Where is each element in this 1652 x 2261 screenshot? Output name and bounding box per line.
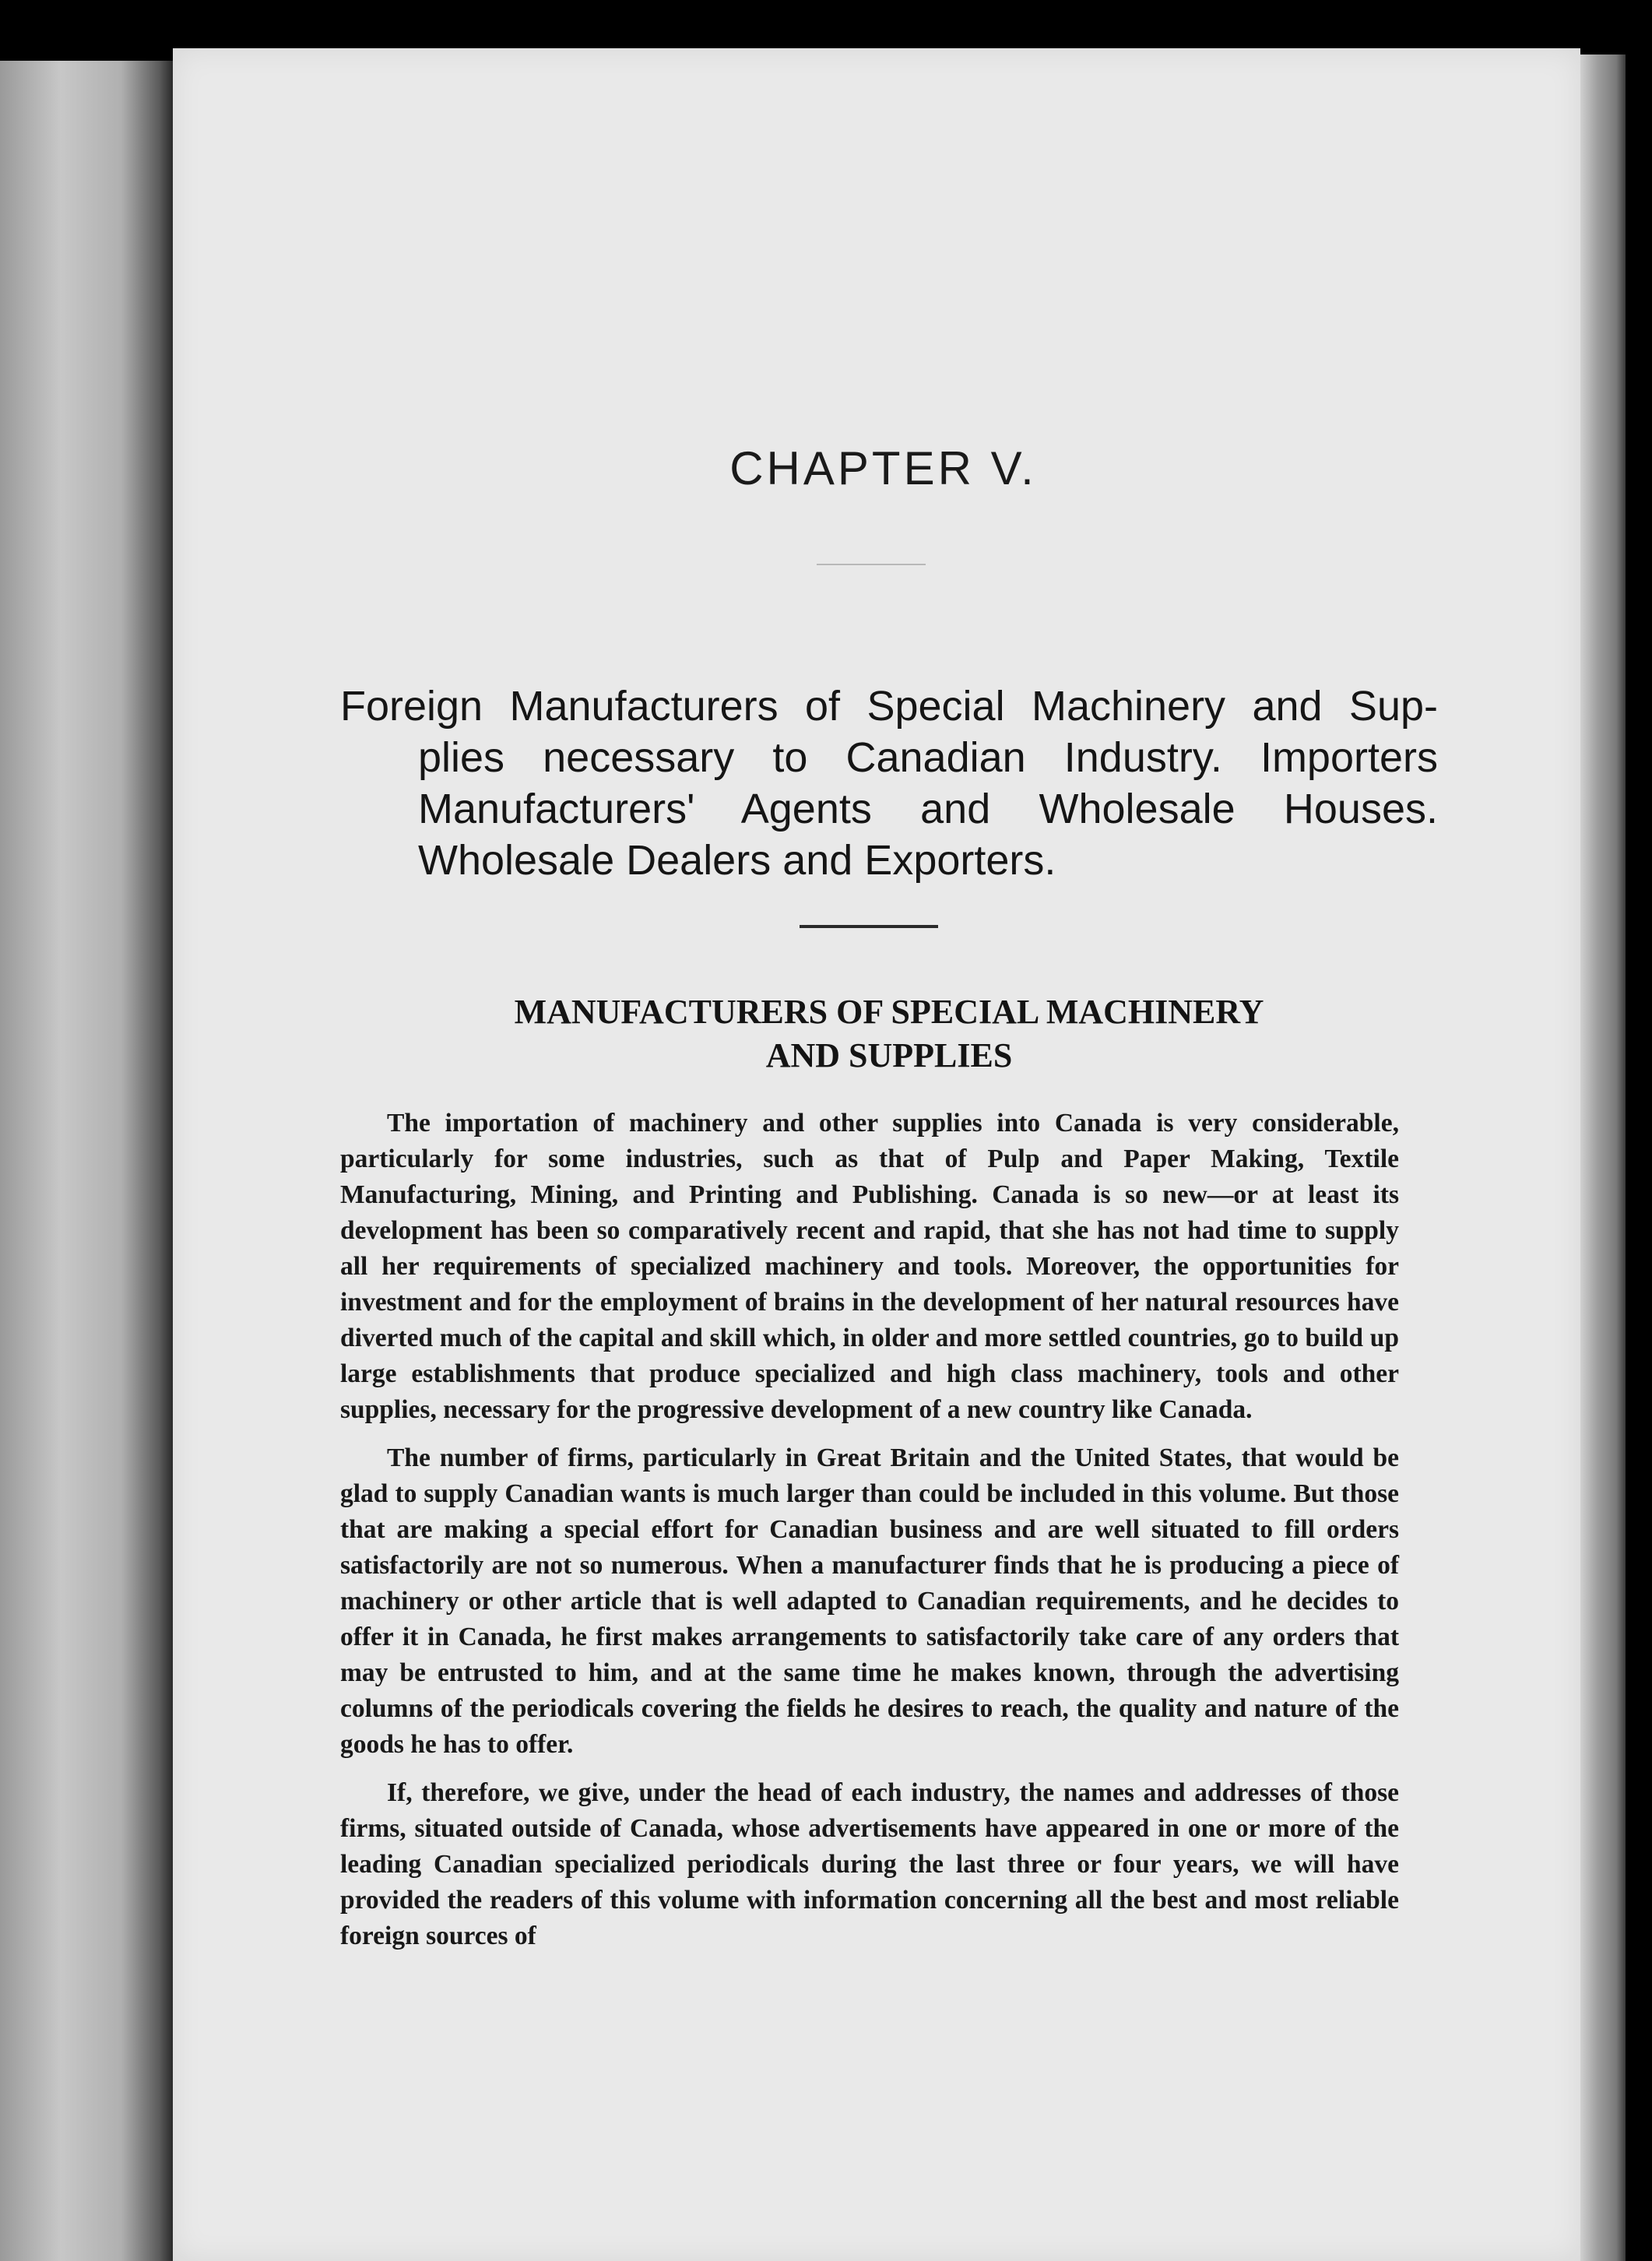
section-heading: [340, 990, 1438, 1078]
left-page-edge: [0, 61, 173, 2261]
right-page-edge: [1579, 55, 1626, 2261]
subtitle-line-4: Wholesale Dealers and Exporters.: [418, 837, 1056, 884]
section-heading-line-1: MANUFACTURERS OF SPECIAL MACHINERY: [514, 993, 1264, 1031]
paragraph-3: If, therefore, we give, under the head of each industry, the names and addresses of those firms, situated outside of Canada, whose advertisements have appeared in one or more of the leading Canadian specialized periodicals during the last three or four years, we will have provided the readers of this volume with information concerning all the best and most reliable foreign sources of: [340, 1778, 1399, 1950]
chapter-title: CHAPTER V.: [729, 442, 1037, 494]
section-heading-line-2: AND SUPPLIES: [765, 1036, 1013, 1074]
paragraph-2: The number of firms, particularly in Great Britain and the United States, that would be glad to supply Canadian wants is much larger than could be included in this volume. But those that are making a special effort for Canadian business and are well situated to fill orders satisfactorily are not so numerous. When a manufacturer finds that he is producing a piece of machinery or other article that is well adapted to Canadian requirements, and he decides to offer it in Canada, he first makes arrangements to satisfactorily take care of any orders that may be entrusted to him, and at the same time he makes known, through the advertising columns of the periodicals covering the fields he desires to reach, the quality and nature of the goods he has to offer.: [340, 1443, 1399, 1759]
ornamental-divider: [817, 564, 926, 565]
subtitle-line-1: Foreign Manufacturers of Special Machinery and Sup-: [340, 683, 1438, 730]
section-divider: [800, 925, 938, 928]
chapter-subtitle: [340, 680, 1438, 886]
paragraph-1: The importation of machinery and other supplies into Canada is very considerable, particularly for some industries, such as that of Pulp and Paper Making, Textile Manufacturing, Mining, and Printing and Publishing. Canada is so new—or at least its development has been so comparatively recent and rapid, that she has not had time to supply all her requirements of specialized machinery and tools. Moreover, the opportunities for investment and for the employment of brains in the development of her natural resources have diverted much of the capital and skill which, in older and more settled countries, go to build up large establishments that produce specialized and high class machinery, tools and other supplies, necessary for the progressive development of a new country like Canada.: [340, 1109, 1399, 1424]
subtitle-line-3: Manufacturers' Agents and Wholesale Houses.: [418, 786, 1438, 832]
book-page: [173, 48, 1580, 2261]
subtitle-line-2: plies necessary to Canadian Industry. Importers: [418, 734, 1438, 781]
body-text: [340, 1106, 1399, 1967]
